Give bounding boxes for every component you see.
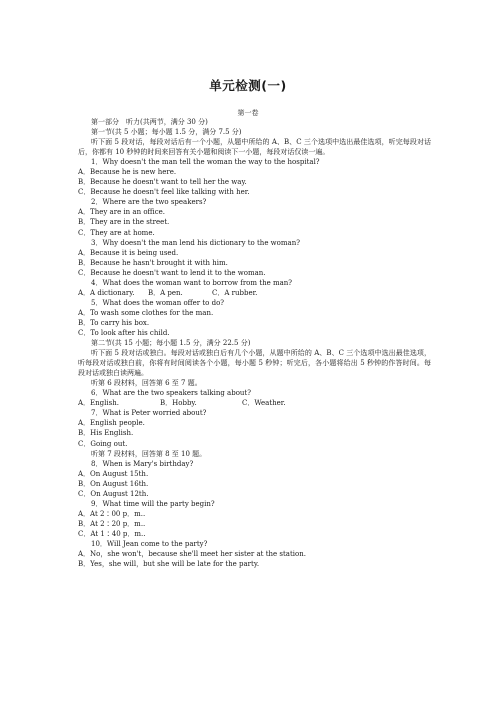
question-2-option-a: A．They are in an office. xyxy=(78,208,166,217)
question-9-option-b: B．At 2∶20 p．m.. xyxy=(78,519,146,528)
section-2-heading: 第二节(共 15 小题；每小题 1.5 分，满分 22.5 分) xyxy=(91,339,251,348)
question-4: 4．What does the woman want to borrow from the man? xyxy=(91,278,293,287)
question-2-option-b: B．They are in the street. xyxy=(78,218,170,227)
question-3: 3．Why doesn't the man lend his dictionary to the woman? xyxy=(91,238,300,247)
question-4-option-b: B．A pen. xyxy=(148,288,183,297)
question-1-option-a: A．Because he is new here. xyxy=(78,168,177,177)
part-heading: 第一部分 听力(共两节，满分 30 分) xyxy=(91,118,208,126)
section-1-instructions: 听下面 5 段对话，每段对话后有一个小题，从题中所给的 A、B、C 三个选项中选出最佳选项，听完每段对话后，你都有 10 秒钟的时间来回答有关小题和阅读下一小题，每段对话仅读一遍。 xyxy=(78,138,431,157)
question-5-option-b: B．To carry his box. xyxy=(78,318,150,327)
question-10-option-a: A．No，she won't，because she'll meet her sister at the station. xyxy=(78,550,306,559)
section-2-instructions: 听下面 5 段对话或独白。每段对话或独白后有几个小题，从题中所给的 A、B、C 三个选项中选出最佳选项，听每段对话或独白前，你将有时间阅读各个小题，每小题 5 秒钟；听完后，各小题将给出 5 秒钟的作答时间。每段对话或独白读两遍。 xyxy=(78,349,431,378)
question-4-options xyxy=(78,288,431,298)
volume-heading: 第一卷 xyxy=(237,109,259,117)
question-7: 7．What is Peter worried about? xyxy=(91,409,207,418)
question-5: 5．What does the woman offer to do? xyxy=(91,298,225,307)
question-10-option-b: B．Yes，she will，but she will be late for the party. xyxy=(78,560,260,569)
question-3-option-c: C．Because he doesn't want to lend it to the woman. xyxy=(78,268,266,277)
question-9: 9．What time will the party begin? xyxy=(91,499,215,508)
question-2: 2．Where are the two speakers? xyxy=(91,198,207,207)
question-1: 1．Why doesn't the man tell the woman the way to the hospital? xyxy=(91,158,320,167)
question-6-options xyxy=(78,398,431,408)
question-4-option-c: C．A rubber. xyxy=(212,288,258,297)
question-8: 8．When is Mary's birthday? xyxy=(91,459,194,468)
question-5-option-a: A．To wash some clothes for the man. xyxy=(78,308,214,317)
document-body xyxy=(78,117,431,569)
question-3-option-b: B．Because he hasn't brought it with him. xyxy=(78,258,228,267)
question-7-option-a: A．English people. xyxy=(78,419,145,428)
question-8-option-a: A．On August 15th. xyxy=(78,469,149,478)
question-6-option-c: C．Weather. xyxy=(242,399,286,408)
question-1-option-c: C．Because he doesn't feel like talking with her. xyxy=(78,188,250,197)
material-7-heading: 听第 7 段材料，回答第 8 至 10 题。 xyxy=(91,449,207,458)
question-6-option-b: B．Hobby. xyxy=(160,399,197,408)
question-7-option-b: B．His English. xyxy=(78,429,134,438)
question-7-option-c: C．Going out. xyxy=(78,439,128,448)
question-9-option-c: C．At 1∶40 p．m.. xyxy=(78,529,146,538)
question-6: 6．What are the two speakers talking about? xyxy=(91,389,251,398)
question-2-option-c: C．They are at home. xyxy=(78,228,155,237)
question-4-option-a: A．A dictionary. xyxy=(78,288,135,297)
section-1-heading: 第一节(共 5 小题；每小题 1.5 分，满分 7.5 分) xyxy=(91,128,242,137)
question-8-option-b: B．On August 16th. xyxy=(78,479,149,488)
material-6-heading: 听第 6 段材料，回答第 6 至 7 题。 xyxy=(91,379,202,388)
question-3-option-a: A．Because it is being used. xyxy=(78,248,179,257)
question-1-option-b: B．Because he doesn't want to tell her the way. xyxy=(78,178,247,187)
question-5-option-c: C．To look after his child. xyxy=(78,328,170,337)
question-8-option-c: C．On August 12th. xyxy=(78,489,149,498)
question-10: 10．Will Jean come to the party? xyxy=(91,539,208,548)
question-9-option-a: A．At 2∶00 p．m.. xyxy=(78,509,146,518)
page-title: 单元检测(一) xyxy=(209,78,287,93)
question-6-option-a: A．English. xyxy=(78,399,119,408)
